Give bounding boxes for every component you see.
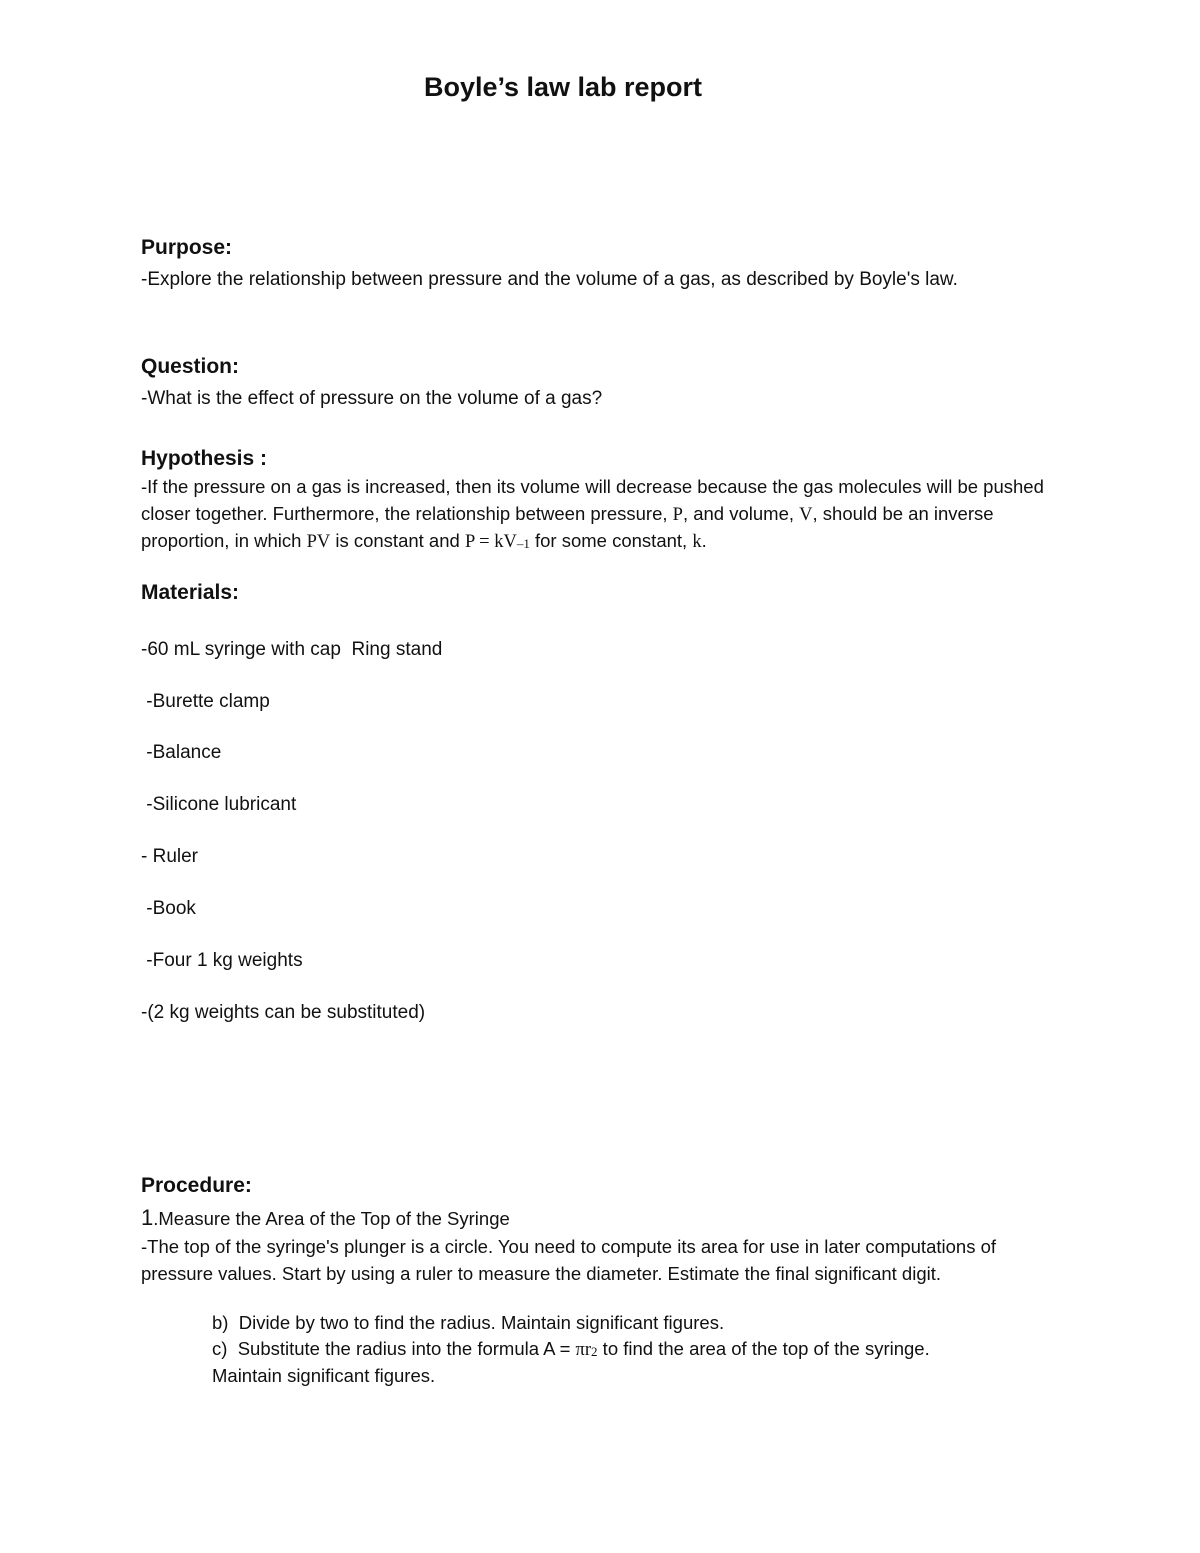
area-formula-exponent: 2 — [591, 1344, 598, 1359]
procedure-sub-b: b) Divide by two to find the radius. Maintain significant figures. — [212, 1312, 725, 1333]
procedure-step-title — [141, 1204, 510, 1232]
constant-symbol: k — [692, 532, 702, 552]
materials-item: -60 mL syringe with cap Ring stand — [141, 639, 443, 660]
sub-c-text: c) Substitute the radius into the formula A = — [212, 1338, 576, 1359]
pv-symbol: PV — [306, 532, 331, 552]
procedure-sub-c-continued: Maintain significant figures. — [212, 1365, 436, 1386]
hypothesis-text-part: -If the pressure on a gas is increased, then its volume will decrease because the gas molecules will be pushed closer together. Furthermore, the relationship between pressure, — [141, 476, 1044, 524]
procedure-heading: Procedure: — [141, 1174, 252, 1197]
page-title: Boyle’s law lab report — [423, 72, 703, 102]
inverse-formula: P = kV — [464, 532, 517, 552]
question-heading: Question: — [141, 355, 239, 378]
hypothesis-text-part: is constant and — [330, 530, 465, 551]
purpose-heading: Purpose: — [141, 236, 233, 259]
sub-c-text: to find the area of the top of the syringe. — [597, 1338, 930, 1359]
materials-item: -Book — [141, 898, 196, 919]
step-number: 1 — [141, 1205, 154, 1230]
purpose-text: -Explore the relationship between pressure and the volume of a gas, as described by Boyle's law. — [141, 269, 958, 290]
volume-symbol: V — [799, 504, 813, 525]
step-title-text: .Measure the Area of the Top of the Syringe — [153, 1208, 510, 1229]
hypothesis-text-part: , and volume, — [682, 502, 800, 524]
hypothesis-text-part: , should be an inverse proportion, in which — [141, 502, 994, 551]
area-formula: πr — [575, 1340, 592, 1360]
materials-item: -Balance — [141, 742, 222, 763]
procedure-step-text: -The top of the syringe's plunger is a circle. You need to compute its area for use in later computations of pressure values. Start by using a ruler to measure the diameter. Estimate the final significant digit. — [141, 1236, 997, 1284]
materials-item: -Silicone lubricant — [141, 794, 297, 815]
procedure-sub-c — [212, 1335, 930, 1364]
formula-exponent: –1 — [516, 536, 530, 551]
question-text: -What is the effect of pressure on the volume of a gas? — [141, 388, 603, 409]
materials-item: -Burette clamp — [141, 691, 270, 712]
hypothesis-text-part: . — [701, 530, 707, 551]
hypothesis-heading: Hypothesis : — [141, 447, 268, 470]
materials-item: -Four 1 kg weights — [141, 950, 303, 971]
pressure-symbol: P — [672, 504, 683, 525]
hypothesis-text — [141, 474, 1053, 557]
hypothesis-text-part: for some constant, — [529, 530, 693, 551]
materials-item: - Ruler — [141, 846, 199, 867]
materials-item: -(2 kg weights can be substituted) — [141, 1002, 426, 1023]
materials-heading: Materials: — [141, 581, 240, 604]
